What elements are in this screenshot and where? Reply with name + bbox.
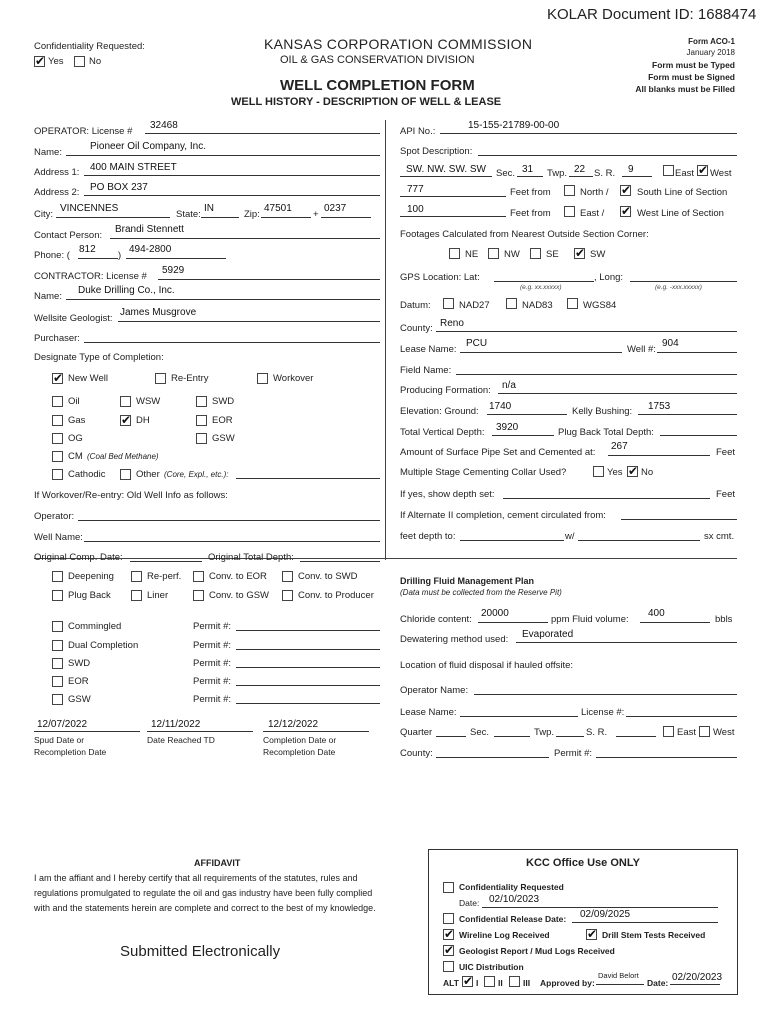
- spud-date-value[interactable]: 12/07/2022: [37, 719, 88, 730]
- kcc-conf-release-label: Confidential Release Date:: [459, 914, 567, 924]
- quarter-label: Quarter: [400, 727, 433, 738]
- sec-label: Sec.: [496, 168, 516, 179]
- phone-label: Phone: (: [34, 250, 70, 261]
- dh-checkbox[interactable]: [120, 415, 131, 426]
- liner-label: Liner: [147, 590, 169, 601]
- pbtd-label: Plug Back Total Depth:: [558, 427, 654, 438]
- fluid-volume-value[interactable]: 400: [648, 608, 665, 619]
- cathodic-checkbox[interactable]: [52, 469, 63, 480]
- alt-label: ALT: [443, 978, 459, 988]
- bbls-label: bbls: [715, 614, 733, 625]
- contractor-name-value[interactable]: Duke Drilling Co., Inc.: [78, 285, 175, 296]
- workover-label: Workover: [273, 373, 314, 384]
- conf-no-checkbox[interactable]: [74, 56, 85, 67]
- disposal-location-label: Location of fluid disposal if hauled offsite:: [400, 660, 574, 671]
- nad27-label: NAD27: [459, 300, 490, 311]
- commingled-label: Commingled: [68, 621, 122, 632]
- completion-label-2: Recompletion Date: [263, 747, 336, 757]
- form-subtitle: WELL HISTORY - DESCRIPTION OF WELL & LEASE: [231, 96, 502, 108]
- dual-completion-checkbox[interactable]: [52, 640, 63, 651]
- og-label: OG: [68, 433, 83, 444]
- approval-date-value[interactable]: 02/20/2023: [672, 972, 723, 983]
- conf-yes-label: Yes: [48, 56, 64, 67]
- range-value[interactable]: 9: [628, 164, 634, 175]
- swd-checkbox[interactable]: [196, 396, 207, 407]
- with-label: w/: [565, 531, 575, 542]
- disposal-west-checkbox[interactable]: [699, 726, 710, 737]
- feet-from-label: Feet from: [510, 187, 551, 198]
- ns-feet-value[interactable]: 777: [407, 184, 424, 195]
- kcc-title: KCC Office Use ONLY: [526, 857, 640, 869]
- twp-value[interactable]: 22: [574, 164, 586, 175]
- formation-label: Producing Formation:: [400, 385, 491, 396]
- dh-label: DH: [136, 415, 150, 426]
- spot-label: Spot Description:: [400, 146, 473, 157]
- se-checkbox[interactable]: [530, 248, 541, 259]
- tvd-label: Total Vertical Depth:: [400, 427, 485, 438]
- affidavit-title: AFFIDAVIT: [194, 858, 241, 868]
- eor2-checkbox[interactable]: [52, 676, 63, 687]
- gps-lat-label: GPS Location: Lat:: [400, 272, 480, 283]
- geologist-report-checkbox[interactable]: [443, 945, 454, 956]
- address1-value[interactable]: 400 MAIN STREET: [90, 162, 177, 173]
- cathodic-label: Cathodic: [68, 469, 106, 480]
- conv-gsw-checkbox[interactable]: [193, 590, 204, 601]
- ew-feet-value[interactable]: 100: [407, 204, 424, 215]
- sr-label: S. R.: [594, 168, 616, 179]
- td-label: Date Reached TD: [147, 735, 215, 745]
- range-west-checkbox[interactable]: [697, 165, 708, 176]
- division-name: OIL & GAS CONSERVATION DIVISION: [280, 54, 475, 66]
- conf-no-label: No: [89, 56, 102, 67]
- new-well-label: New Well: [68, 373, 108, 384]
- twp-label: Twp.: [547, 168, 568, 179]
- permit-label: Permit #:: [193, 676, 232, 687]
- area-code-value[interactable]: 812: [79, 244, 96, 255]
- disposal-east-checkbox[interactable]: [663, 726, 674, 737]
- orig-depth-label: Original Total Depth:: [208, 552, 294, 563]
- contractor-name-label: Name:: [34, 291, 62, 302]
- ground-elevation-value[interactable]: 1740: [489, 401, 512, 412]
- multi-stage-yes-label: Yes: [607, 467, 623, 478]
- south-line-label: South Line of Section: [637, 187, 728, 198]
- nw-checkbox[interactable]: [488, 248, 499, 259]
- eor-label: EOR: [212, 415, 233, 426]
- spud-label-1: Spud Date or: [34, 735, 85, 745]
- affidavit-line-3: with and the statements herein are complete and correct to the best of my knowledge.: [34, 903, 376, 913]
- dewatering-label: Dewatering method used:: [400, 634, 509, 645]
- geologist-label: Wellsite Geologist:: [34, 313, 113, 324]
- blanks-note: All blanks must be Filled: [635, 84, 735, 94]
- disposal-east-label: East: [677, 727, 697, 738]
- zip-label: Zip:: [244, 209, 260, 220]
- zip4-value[interactable]: 0237: [324, 203, 347, 214]
- sec-value[interactable]: 31: [522, 164, 534, 175]
- old-operator-label: Operator:: [34, 511, 75, 522]
- range-east-label: East: [675, 168, 695, 179]
- old-wellname-label: Well Name:: [34, 532, 83, 543]
- oil-label: Oil: [68, 396, 80, 407]
- nad27-checkbox[interactable]: [443, 298, 454, 309]
- multi-stage-no-checkbox[interactable]: [627, 466, 638, 477]
- swd2-label: SWD: [68, 658, 91, 669]
- feet-label: Feet: [716, 489, 736, 500]
- kelly-bushing-value[interactable]: 1753: [648, 401, 671, 412]
- state-label: State:: [176, 209, 201, 220]
- ppm-fluid-volume-label: ppm Fluid volume:: [551, 614, 629, 625]
- kcc-release-date-value[interactable]: 02/09/2025: [580, 909, 631, 920]
- permit-label: Permit #:: [193, 621, 232, 632]
- sx-cmt-label: sx cmt.: [704, 531, 735, 542]
- alt-iii-checkbox[interactable]: [509, 976, 520, 987]
- west-line-label: West Line of Section: [637, 208, 724, 219]
- api-label: API No.:: [400, 126, 436, 137]
- eor-checkbox[interactable]: [196, 415, 207, 426]
- designate-label: Designate Type of Completion:: [34, 352, 164, 363]
- disposal-county-label: County:: [400, 748, 433, 759]
- nw-label: NW: [504, 249, 520, 260]
- gas-label: Gas: [68, 415, 86, 426]
- footages-label: Footages Calculated from Nearest Outside Section Corner:: [400, 229, 649, 240]
- feet-depth-label: feet depth to:: [400, 531, 456, 542]
- kcc-date-label: Date:: [459, 898, 480, 908]
- lat-hint: (e.g. xx.xxxxx): [520, 284, 562, 291]
- approval-date-label: Date:: [647, 978, 669, 988]
- formation-value[interactable]: n/a: [502, 380, 516, 391]
- gps-long-label: , Long:: [594, 272, 624, 283]
- zip-value[interactable]: 47501: [264, 203, 292, 214]
- gsw-label: GSW: [212, 433, 235, 444]
- feet-label: Feet: [716, 447, 736, 458]
- county-label: County:: [400, 323, 433, 334]
- dfm-title: Drilling Fluid Management Plan: [400, 576, 535, 586]
- contractor-license-value[interactable]: 5929: [162, 265, 185, 276]
- conv-producer-checkbox[interactable]: [282, 590, 293, 601]
- contact-label: Contact Person:: [34, 230, 103, 241]
- long-hint: (e.g. -xxx.xxxxx): [655, 284, 702, 291]
- orig-comp-label: Original Comp. Date:: [34, 552, 123, 563]
- alt-i-checkbox[interactable]: [462, 976, 473, 987]
- uic-distribution-label: UIC Distribution: [459, 962, 524, 972]
- field-name-label: Field Name:: [400, 365, 452, 376]
- reperf-checkbox[interactable]: [131, 571, 142, 582]
- swd2-checkbox[interactable]: [52, 658, 63, 669]
- kcc-conf-req-label: Confidentiality Requested: [459, 882, 564, 892]
- conv-swd-checkbox[interactable]: [282, 571, 293, 582]
- plugback-label: Plug Back: [68, 590, 111, 601]
- eor2-label: EOR: [68, 676, 89, 687]
- feet-from-label: Feet from: [510, 208, 551, 219]
- state-value[interactable]: IN: [204, 203, 214, 214]
- affidavit-line-2: regulations promulgated to regulate the oil and gas industry have been fully complied: [34, 888, 373, 898]
- spud-label-2: Recompletion Date: [34, 747, 107, 757]
- deepening-label: Deepening: [68, 571, 114, 582]
- disposal-license-label: License #:: [581, 707, 625, 718]
- tvd-value[interactable]: 3920: [496, 422, 519, 433]
- affidavit-line-1: I am the affiant and I hereby certify that all requirements of the statutes, rules and: [34, 873, 358, 883]
- wsw-checkbox[interactable]: [120, 396, 131, 407]
- geologist-report-label: Geologist Report / Mud Logs Received: [459, 946, 615, 956]
- multi-stage-yes-checkbox[interactable]: [593, 466, 604, 477]
- disposal-lease-label: Lease Name:: [400, 707, 457, 718]
- east-label: East /: [580, 208, 605, 219]
- workover-info-label: If Workover/Re-entry: Old Well Info as follows:: [34, 490, 228, 501]
- cm-checkbox[interactable]: [52, 451, 63, 462]
- elevation-label: Elevation: Ground:: [400, 406, 479, 417]
- deepening-checkbox[interactable]: [52, 571, 63, 582]
- gsw2-label: GSW: [68, 694, 91, 705]
- disposal-operator-label: Operator Name:: [400, 685, 469, 696]
- alt-ii-checkbox[interactable]: [484, 976, 495, 987]
- alt-i-label: I: [476, 978, 479, 988]
- oil-checkbox[interactable]: [52, 396, 63, 407]
- kelly-bushing-label: Kelly Bushing:: [572, 406, 633, 417]
- conv-swd-label: Conv. to SWD: [298, 571, 358, 582]
- conf-yes-checkbox[interactable]: [34, 56, 45, 67]
- form-number: Form ACO-1: [688, 37, 735, 46]
- alt2-cement-label: If Alternate II completion, cement circulated from:: [400, 510, 606, 521]
- north-label: North /: [580, 187, 609, 198]
- north-checkbox[interactable]: [564, 185, 575, 196]
- depth-set-label: If yes, show depth set:: [400, 489, 495, 500]
- kcc-date-value[interactable]: 02/10/2023: [489, 894, 540, 905]
- address1-label: Address 1:: [34, 167, 80, 178]
- wireline-log-checkbox[interactable]: [443, 929, 454, 940]
- kcc-conf-release-checkbox[interactable]: [443, 913, 454, 924]
- section-divider: [34, 558, 737, 559]
- gas-checkbox[interactable]: [52, 415, 63, 426]
- alt-ii-label: II: [498, 978, 503, 988]
- surface-pipe-value[interactable]: 267: [611, 441, 628, 452]
- form-title: WELL COMPLETION FORM: [280, 77, 475, 94]
- multi-stage-no-label: No: [641, 467, 654, 478]
- new-well-checkbox[interactable]: [52, 373, 63, 384]
- gsw2-checkbox[interactable]: [52, 694, 63, 705]
- operator-name-value[interactable]: Pioneer Oil Company, Inc.: [90, 141, 206, 152]
- contact-value[interactable]: Brandi Stennett: [115, 224, 184, 235]
- reperf-label: Re-perf.: [147, 571, 182, 582]
- well-number-label: Well #:: [627, 344, 656, 355]
- wgs84-checkbox[interactable]: [567, 298, 578, 309]
- approved-by-label: Approved by:: [540, 978, 595, 988]
- reentry-label: Re-Entry: [171, 373, 209, 384]
- permit-label: Permit #:: [193, 658, 232, 669]
- disposal-sr-label: S. R.: [586, 727, 608, 738]
- operator-name-label: Name:: [34, 147, 62, 158]
- document-id: KOLAR Document ID: 1688474: [547, 6, 757, 23]
- plugback-checkbox[interactable]: [52, 590, 63, 601]
- typed-note: Form must be Typed: [652, 60, 735, 70]
- completion-date-value[interactable]: 12/12/2022: [268, 719, 319, 730]
- other-checkbox[interactable]: [120, 469, 131, 480]
- address2-value[interactable]: PO BOX 237: [90, 182, 148, 193]
- api-value[interactable]: 15-155-21789-00-00: [468, 120, 560, 131]
- approver-value[interactable]: David Belort: [598, 971, 639, 980]
- td-date-value[interactable]: 12/11/2022: [151, 719, 201, 730]
- column-divider: [385, 120, 387, 560]
- west-checkbox[interactable]: [620, 206, 631, 217]
- county-value[interactable]: Reno: [440, 318, 464, 329]
- confidentiality-label: Confidentiality Requested:: [34, 41, 145, 52]
- range-east-checkbox[interactable]: [663, 165, 674, 176]
- contractor-license-label: CONTRACTOR: License #: [34, 271, 147, 282]
- sw-checkbox[interactable]: [574, 248, 585, 259]
- submitted-electronically: Submitted Electronically: [120, 943, 281, 960]
- disposal-permit-label: Permit #:: [554, 748, 593, 759]
- dst-label: Drill Stem Tests Received: [602, 930, 706, 940]
- alt-iii-label: III: [523, 978, 531, 988]
- multi-stage-label: Multiple Stage Cementing Collar Used?: [400, 467, 567, 478]
- wgs84-label: WGS84: [583, 300, 617, 311]
- og-checkbox[interactable]: [52, 433, 63, 444]
- other-label: Other: [136, 469, 160, 480]
- swd-label: SWD: [212, 396, 235, 407]
- conv-producer-label: Conv. to Producer: [298, 590, 374, 601]
- geologist-value[interactable]: James Musgrove: [120, 307, 197, 318]
- form-date: January 2018: [686, 48, 735, 57]
- commingled-checkbox[interactable]: [52, 621, 63, 632]
- uic-distribution-checkbox[interactable]: [443, 961, 454, 972]
- chloride-value[interactable]: 20000: [481, 608, 509, 619]
- permit-label: Permit #:: [193, 640, 232, 651]
- permit-label: Permit #:: [193, 694, 232, 705]
- ne-checkbox[interactable]: [449, 248, 460, 259]
- city-value[interactable]: VINCENNES: [60, 203, 119, 214]
- liner-checkbox[interactable]: [131, 590, 142, 601]
- well-number-value[interactable]: 904: [662, 338, 679, 349]
- signed-note: Form must be Signed: [648, 72, 735, 82]
- conv-gsw-label: Conv. to GSW: [209, 590, 270, 601]
- conv-eor-label: Conv. to EOR: [209, 571, 267, 582]
- operator-license-label: OPERATOR: License #: [34, 126, 133, 137]
- dst-checkbox[interactable]: [586, 929, 597, 940]
- disposal-west-label: West: [713, 727, 735, 738]
- cm-note: (Coal Bed Methane): [87, 452, 159, 461]
- se-label: SE: [546, 249, 559, 260]
- disposal-twp-label: Twp.: [534, 727, 555, 738]
- range-west-label: West: [710, 168, 732, 179]
- city-label: City:: [34, 209, 53, 220]
- south-checkbox[interactable]: [620, 185, 631, 196]
- lease-value[interactable]: PCU: [466, 338, 488, 349]
- cm-label: CM: [68, 451, 83, 462]
- operator-license-value[interactable]: 32468: [150, 120, 178, 131]
- purchaser-label: Purchaser:: [34, 333, 80, 344]
- sw-label: SW: [590, 249, 606, 260]
- other-note: (Core, Expl., etc.):: [164, 470, 229, 479]
- nad83-checkbox[interactable]: [506, 298, 517, 309]
- kcc-conf-req-checkbox[interactable]: [443, 882, 454, 893]
- dfm-subtitle: (Data must be collected from the Reserve Pit): [400, 588, 562, 597]
- completion-label-1: Completion Date or: [263, 735, 337, 745]
- wsw-label: WSW: [136, 396, 161, 407]
- chloride-label: Chloride content:: [400, 614, 472, 625]
- lease-label: Lease Name:: [400, 344, 457, 355]
- conv-eor-checkbox[interactable]: [193, 571, 204, 582]
- disposal-sec-label: Sec.: [470, 727, 490, 738]
- workover-checkbox[interactable]: [257, 373, 268, 384]
- datum-label: Datum:: [400, 300, 431, 311]
- spot-value[interactable]: SW. NW. SW. SW: [406, 164, 486, 175]
- wireline-log-label: Wireline Log Received: [459, 930, 550, 940]
- dewatering-value[interactable]: Evaporated: [522, 629, 574, 640]
- address2-label: Address 2:: [34, 187, 80, 198]
- reentry-checkbox[interactable]: [155, 373, 166, 384]
- dual-completion-label: Dual Completion: [68, 640, 139, 651]
- ne-label: NE: [465, 249, 479, 260]
- phone-value[interactable]: 494-2800: [129, 244, 172, 255]
- nad83-label: NAD83: [522, 300, 553, 311]
- surface-pipe-label: Amount of Surface Pipe Set and Cemented at:: [400, 447, 596, 458]
- east-checkbox[interactable]: [564, 206, 575, 217]
- agency-name: KANSAS CORPORATION COMMISSION: [264, 36, 533, 52]
- gsw-checkbox[interactable]: [196, 433, 207, 444]
